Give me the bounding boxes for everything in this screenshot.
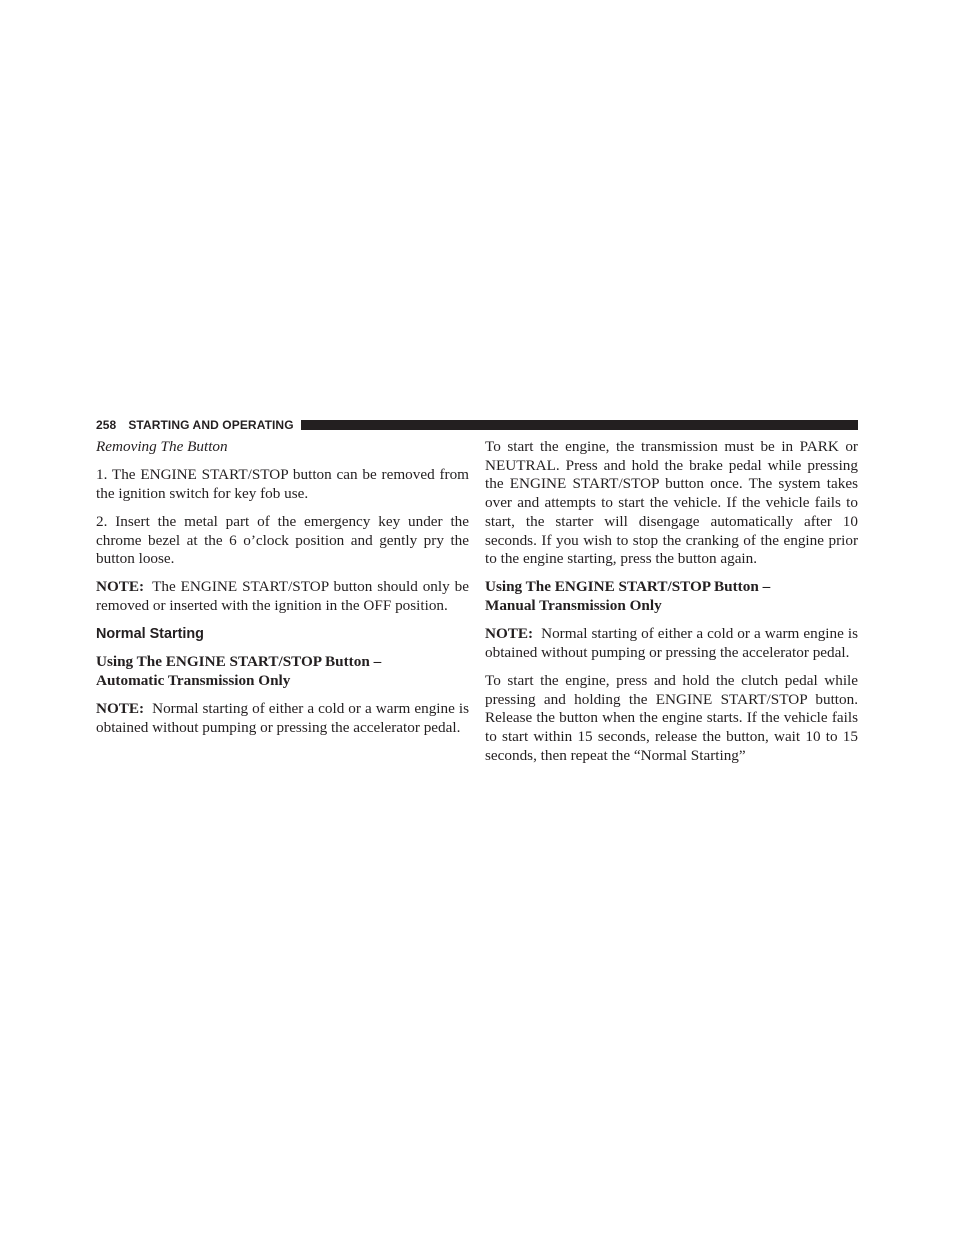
removing-button-heading: Removing The Button: [96, 438, 228, 455]
normal-starting-heading: Normal Starting: [96, 626, 204, 643]
heading-line-1: Using The ENGINE START/STOP Button –: [485, 578, 771, 596]
note-text: The ENGINE START/STOP button should only be removed or inserted with the ignition in the OFF position.: [96, 578, 469, 615]
section-title: STARTING AND OPERATING: [128, 418, 294, 432]
note-text: Normal starting of either a cold or a warm engine is obtained without pumping or pressing the accelerator pedal.: [485, 625, 858, 661]
heading-line-1: Using The ENGINE START/STOP Button –: [96, 653, 382, 671]
right-column: [485, 438, 858, 775]
left-column: [96, 438, 469, 747]
automatic-start-procedure: To start the engine, the transmission must be in PARK or NEUTRAL. Press and hold the brake pedal while pressing the ENGINE START/STOP button once. The system takes over and attempts to start the vehicle. If the vehicle fails to start, the starter will disengage automatically after 10 seconds. If you wish to stop the cranking of the engine prior to the engine starting, press the button again.: [485, 438, 858, 568]
manual-note: [485, 625, 858, 662]
note-label: NOTE:: [96, 578, 145, 596]
heading-line-2: Manual Transmission Only: [485, 597, 662, 615]
heading-line-2: Automatic Transmission Only: [96, 671, 291, 689]
removal-step-1: 1. The ENGINE START/STOP button can be removed from the ignition switch for key fob use.: [96, 466, 469, 502]
manual-start-procedure: To start the engine, press and hold the clutch pedal while pressing and holding the ENGINE START/STOP button. Release the button when the engine starts. If the vehicle fails to start within 15 seconds, release the button, wait 10 to 15 seconds, then repeat the “Normal Starting”: [485, 671, 858, 764]
manual-transmission-heading: [485, 578, 858, 615]
automatic-note: [96, 700, 469, 737]
header-rule: [301, 420, 858, 430]
removal-note: [96, 578, 469, 615]
note-label: NOTE:: [485, 625, 534, 643]
page-header: [96, 417, 858, 433]
page-number: 258: [96, 418, 117, 432]
automatic-transmission-heading: [96, 653, 469, 690]
removal-step-2: 2. Insert the metal part of the emergency key under the chrome bezel at the 6 o’clock position and gently pry the button loose.: [96, 512, 469, 568]
note-text: Normal starting of either a cold or a warm engine is obtained without pumping or pressing the accelerator pedal.: [96, 700, 469, 736]
note-label: NOTE:: [96, 700, 145, 718]
